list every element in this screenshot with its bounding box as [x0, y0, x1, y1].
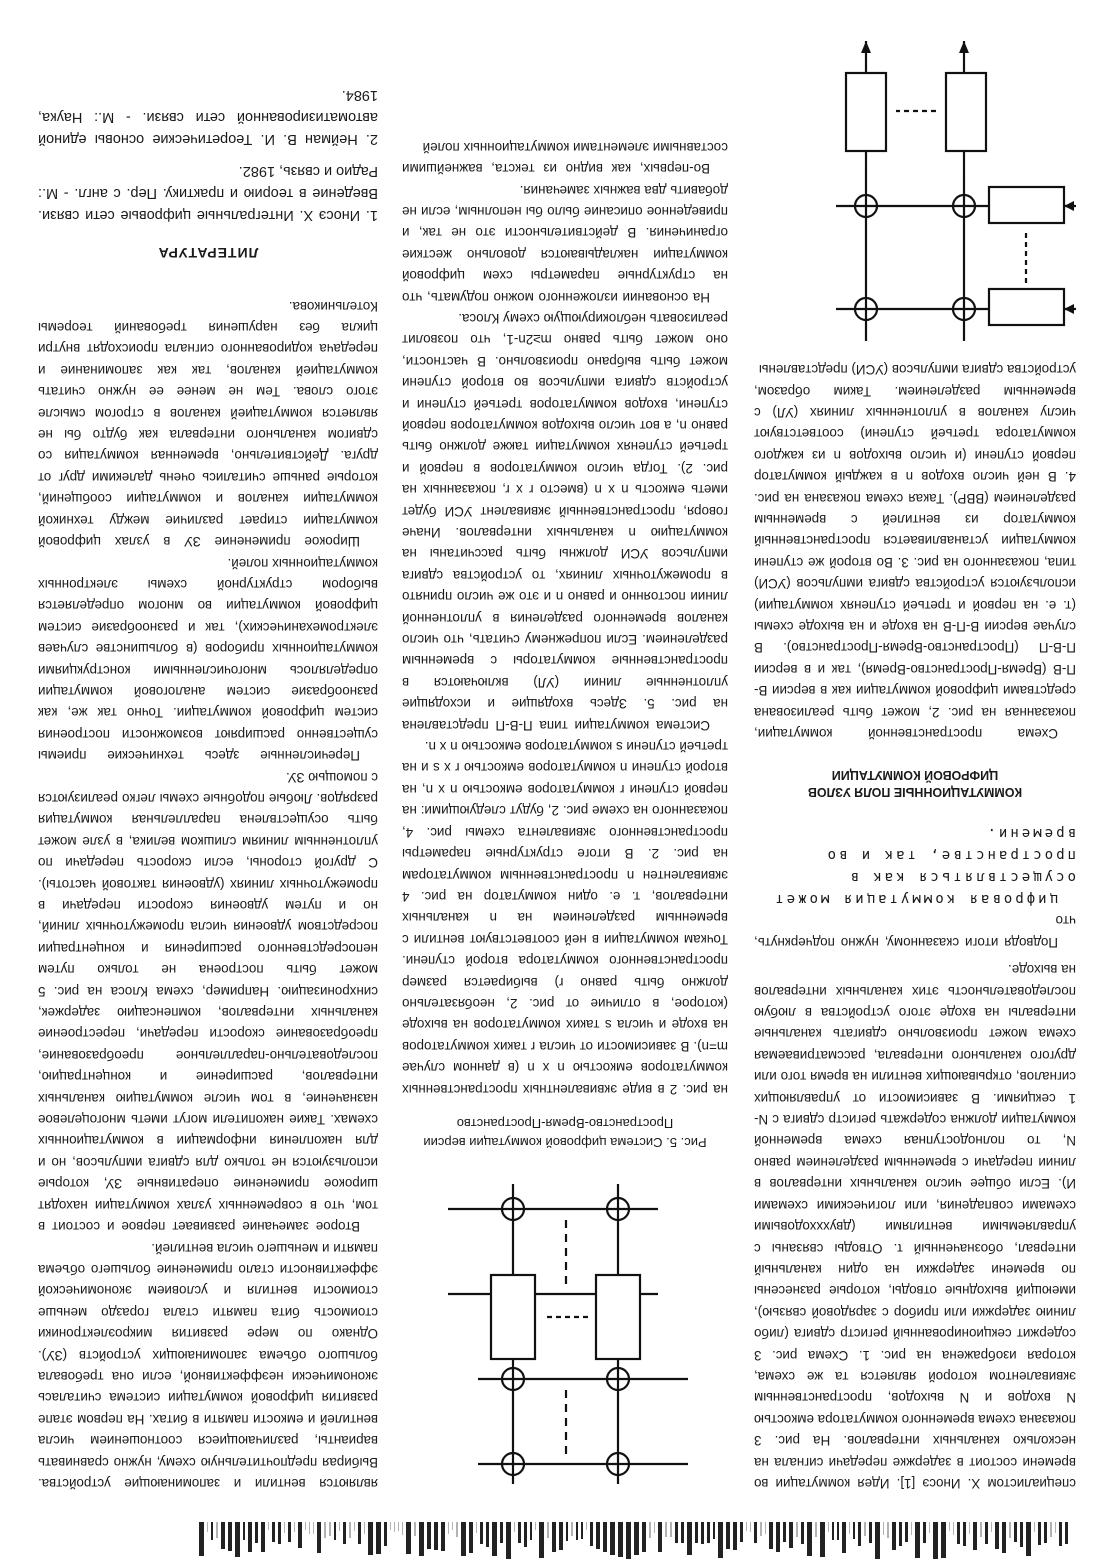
- barcode-bar: [298, 1522, 302, 1548]
- barcode-bar: [687, 1522, 692, 1555]
- barcode-bar: [883, 1522, 884, 1535]
- barcode-bar: [842, 1522, 846, 1553]
- barcode-bar: [500, 1522, 503, 1543]
- barcode-bar: [933, 1522, 938, 1559]
- barcode-bar: [642, 1522, 646, 1552]
- barcode-bar: [858, 1522, 861, 1546]
- barcode-bar: [358, 1522, 361, 1544]
- barcode-bar: [228, 1522, 232, 1551]
- barcode-bar: [963, 1522, 966, 1546]
- barcode-bar: [1034, 1522, 1035, 1532]
- caption-line: Рис. 5. Система цифровой коммутации версии: [423, 1134, 707, 1150]
- barcode-bar: [211, 1522, 213, 1540]
- barcode-bar: [434, 1522, 438, 1550]
- section-heading-line: КОММУТАЦИОННЫЕ ПОЛЯ УЗЛОВ: [807, 785, 1023, 800]
- barcode-bar: [406, 1522, 411, 1554]
- barcode-bar: [796, 1522, 798, 1537]
- barcode-bar: [969, 1522, 970, 1534]
- barcode-bar: [832, 1522, 834, 1540]
- paragraph: Второе замечание развивает первое и состоит в том, что в современных узлах коммутации находят широкое применение оперативные ЗУ, которые используются не только для сдвига импульсов, но и для накопления информации в коммутационных схемах. Такие накопители могут иметь многоцелевое назначение, в том числе коммутацию канальных интервалов, расширение и концентрацию, последовательно-параллельное преобразование, преобразование скорости передачи, перестроение канальных интервалов, компенсацию задержек, синхронизацию. Например, схема Клоса на рис. 5 может быть построена не только путем непосредственного расширения и концентрации посредством удвоения числа промежуточных линий, но и путем удвоения скорости передачи в промежуточных линиях (удвоения тактовой частоты). С другой стороны, если скорость передачи по уплотненным линиям слишком велика, в узле может быть осуществлена параллельная коммутация разрядов. Любые подобные схемы легко реализуются с помощью ЗУ.: [38, 769, 378, 1235]
- barcode-bar: [875, 1522, 880, 1559]
- barcode-bar: [235, 1522, 240, 1557]
- barcode-bar: [746, 1522, 747, 1531]
- paragraph: Система коммутации типа П-В-П представлена на рис. 5. Здесь входящие и исходящие уплотненные линии (УЛ) включаются в пространственные коммутаторы с временным разделением. Если попрежнему считать, что число каналов временного разделения в уплотненной линии постоянно и равно n и это же число принято в промежуточных линиях, то устройства сдвига импульсов УСИ должны быть рассчитаны на коммутацию n канальных интервалов. Иначе говоря, пространственный эквивалент УСИ будет иметь емкость n x n (вместо r x r, показанных на рис. 2). Тогда число коммутаторов в первой и третьей ступенях коммутации также должно быть равно n, а вот число выходов коммутаторов первой ступени, входов коммутаторов третьей ступени и устройств сдвига импульсов во второй ступени может быть выбрано произвольно. В частности, оно может быть равно m≥2n-1, что позволит реализовать неблокирующую схему Клоса.: [402, 310, 728, 733]
- reference-item: 2. Нейман В. И. Теоретические основы единой автоматизированной сети связи. - М.: Наука, 1984.: [38, 86, 378, 147]
- barcode-bar: [769, 1522, 773, 1549]
- barcode-bar: [576, 1522, 578, 1540]
- barcode-bar: [1059, 1522, 1062, 1546]
- barcode-bar: [929, 1522, 930, 1533]
- barcode-bar: [807, 1522, 812, 1556]
- barcode-bar: [305, 1522, 306, 1530]
- barcode-bar: [480, 1522, 483, 1544]
- barcode-bar: [324, 1522, 326, 1538]
- section-heading-line: ЦИФРОВОЙ КОММУТАЦИИ: [831, 768, 999, 783]
- barcode-bar: [294, 1522, 295, 1532]
- barcode-bar: [334, 1522, 336, 1540]
- barcode-bar: [1065, 1522, 1068, 1544]
- paragraph: На основании изложенного можно подумать, что на структурные параметры схем цифровой коммутации накладываются довольно жесткие ограничения. В действительности это не так, и приведенное описание было бы неполным, если не добавить два важных замечания.: [402, 182, 728, 305]
- barcode-bar: [957, 1522, 960, 1544]
- barcode-bar: [448, 1522, 449, 1534]
- barcode-bar: [801, 1522, 804, 1544]
- barcode-bar: [603, 1522, 607, 1552]
- barcode-bar: [349, 1522, 351, 1538]
- reference-item: 1. Иносэ Х. Интегральные цифровые сети связи. Введение в теорию и практику. Пер. с англ. - М.: Радио и связь, 1982.: [38, 162, 378, 223]
- figure-5-caption: [402, 1114, 728, 1152]
- barcode-bar: [427, 1522, 431, 1549]
- barcode-bar: [278, 1522, 281, 1544]
- barcode-bar: [923, 1522, 926, 1543]
- barcode-bar: [329, 1522, 331, 1536]
- barcode-bar: [869, 1522, 872, 1543]
- column-middle: [402, 136, 728, 1494]
- barcode-bar: [713, 1522, 715, 1539]
- paragraph: Подводя итоги сказанному, нужно подчеркнуть, что: [754, 913, 1076, 950]
- barcode-bar: [740, 1522, 743, 1542]
- figure-4-diagram: [754, 11, 1076, 341]
- barcode-bar: [581, 1522, 583, 1539]
- figure-4: [754, 4, 1076, 340]
- barcode-bar: [476, 1522, 477, 1533]
- barcode-bar: [402, 1522, 403, 1535]
- barcode-bar: [535, 1522, 536, 1530]
- barcode-bar: [949, 1522, 950, 1531]
- barcode-bar: [899, 1522, 902, 1546]
- barcode-bar: [309, 1522, 310, 1534]
- barcode-bar: [760, 1522, 762, 1536]
- barcode-bar: [953, 1522, 954, 1535]
- barcode-bar: [1014, 1522, 1017, 1542]
- references-heading: ЛИТЕРАТУРА: [157, 245, 259, 262]
- emphasized-statement: цифровая коммутация может осуществляться как в пространстве, так и во времени.: [772, 825, 1076, 908]
- paragraph: Широкое применение ЗУ в узлах цифровой коммутации стирает различие между техникой коммутации каналов и коммутации сообщений, которые раньше считались очень далекими друг от друга. Действительно, временная коммутация со сдвигом канального интервала как будто бы не является коммутацией каналов в строгом смысле этого слова. Тем не менее ее нужно считать коммутацией каналов, так как запоминание и передача кодированного сигнала происходят внутри цикла без нарушения требований теоремы Котельникова.: [38, 298, 378, 550]
- barcode-bar: [571, 1522, 573, 1536]
- scan-barcode-strip: [28, 1522, 1068, 1560]
- barcode-bar: [618, 1522, 623, 1557]
- figure-5-diagram: [402, 1164, 728, 1494]
- barcode-bar: [518, 1522, 521, 1543]
- column-right: [38, 84, 378, 1494]
- barcode-bar: [707, 1522, 710, 1543]
- barcode-bar: [789, 1522, 793, 1548]
- barcode-bar: [469, 1522, 473, 1553]
- barcode-bar: [1044, 1522, 1047, 1543]
- barcode-bar: [524, 1522, 527, 1547]
- barcode-bar: [776, 1522, 780, 1552]
- barcode-bar: [354, 1522, 355, 1531]
- barcode-bar: [820, 1522, 825, 1557]
- barcode-bar: [783, 1522, 786, 1542]
- barcode-bar: [456, 1522, 458, 1537]
- barcode-bar: [837, 1522, 839, 1540]
- caption-line: Пространство-Время-Пространство: [456, 1115, 674, 1131]
- references-list: [38, 84, 378, 226]
- barcode-bar: [980, 1522, 982, 1537]
- barcode-bar: [313, 1522, 314, 1534]
- barcode-bar: [1020, 1522, 1023, 1547]
- barcode-bar: [339, 1522, 340, 1531]
- barcode-bar: [261, 1522, 265, 1552]
- barcode-bar: [995, 1522, 999, 1549]
- barcode-bar: [915, 1522, 920, 1558]
- barcode-bar: [506, 1522, 511, 1559]
- barcode-bar: [675, 1522, 678, 1543]
- barcode-bar: [288, 1522, 291, 1542]
- barcode-bar: [243, 1522, 245, 1540]
- barcode-bar: [991, 1522, 992, 1532]
- paragraph: Во-первых, как видно из текста, важнейшими составными элементами коммутационных полей: [402, 139, 728, 177]
- barcode-bar: [255, 1522, 258, 1543]
- barcode-bar: [530, 1522, 532, 1540]
- barcode-bar: [718, 1522, 723, 1558]
- barcode-bar: [586, 1522, 587, 1530]
- barcode-bar: [384, 1522, 387, 1546]
- barcode-bar: [216, 1522, 218, 1538]
- barcode-bar: [514, 1522, 515, 1532]
- barcode-bar: [649, 1522, 651, 1538]
- column-left: [754, 4, 1076, 1494]
- barcode-bar: [610, 1522, 615, 1555]
- barcode-bar: [658, 1522, 662, 1552]
- barcode-bar: [368, 1522, 373, 1555]
- barcode-bar: [911, 1522, 912, 1535]
- barcode-bar: [815, 1522, 817, 1537]
- barcode-bar: [441, 1522, 445, 1551]
- barcode-bar: [207, 1522, 208, 1532]
- paragraph: являются вентили и запоминающие устройства. Выбирая предпочтительную схему, нужно сравнивать варианты, различающиеся соотношением числа вентилей и емкости памяти в битах. На первом этапе развития цифровой коммутации система считалась экономически неэффективной, если она требовала большого объема запоминающих устройств (ЗУ). Однако по мере развития микроэлектроники стоимость бита памяти стала гораздо меньше стоимости вентиля и условием экономической эффективности стало применение большего объема памяти и меньшего числа вентилей.: [38, 1240, 378, 1491]
- barcode-bar: [552, 1522, 556, 1552]
- barcode-bar: [284, 1522, 285, 1533]
- barcode-bar: [892, 1522, 896, 1550]
- paragraph: Схема пространственной коммутации, показанная на рис. 2, может быть реализована средствами цифровой коммутации как в версии В-П-В (Время-Пространство-Время), так и в версии П-В-П (Пространство-Время-Пространство). В случае версии В-П-В на входе и на выходе схемы (т. е. на первой и третьей ступенях коммутации) используются устройства сдвига импульсов (УСИ) типа, показанного на рис. 3. Во второй же ступени коммутации устанавливается пространственный коммутатор из вентилей с временным разделением (ВВР). Такая схема показана на рис. 4. В ней число входов n в каждый коммутатор первой ступени (и число выходов n из каждого коммутатора третьей ступени) соответствуют числу каналов в уплотненных линиях (УЛ) с временным разделением. Таким образом, устройства сдвига импульсов (УСИ) представлены: [754, 362, 1076, 742]
- barcode-bar: [985, 1522, 988, 1544]
- barcode-bar: [1009, 1522, 1011, 1538]
- barcode-bar: [248, 1522, 252, 1552]
- barcode-bar: [317, 1522, 321, 1553]
- barcode-bar: [364, 1522, 365, 1534]
- barcode-bar: [419, 1522, 424, 1556]
- barcode-bar: [566, 1522, 568, 1541]
- section-heading: [754, 766, 1076, 800]
- barcode-bar: [1002, 1522, 1006, 1553]
- barcode-bar: [905, 1522, 908, 1542]
- barcode-bar: [394, 1522, 395, 1532]
- barcode-bar: [590, 1522, 593, 1546]
- barcode-bar: [1050, 1522, 1052, 1537]
- barcode-bar: [486, 1522, 489, 1547]
- barcode-bar: [268, 1522, 269, 1530]
- barcode-bar: [559, 1522, 563, 1550]
- barcode-bar: [849, 1522, 850, 1534]
- barcode-bar: [547, 1522, 549, 1538]
- barcode-bar: [726, 1522, 730, 1549]
- barcode-bar: [733, 1522, 737, 1550]
- barcode-bar: [765, 1522, 766, 1534]
- barcode-bar: [376, 1522, 381, 1554]
- barcode-bar: [461, 1522, 466, 1556]
- barcode-bar: [414, 1522, 416, 1536]
- barcode-bar: [199, 1522, 204, 1556]
- barcode-bar: [492, 1522, 497, 1556]
- barcode-bar: [887, 1522, 889, 1538]
- paragraph: специалистом Х. Иносэ [1]. Идея коммутации во времени состоит в задержке передачи сигнала на несколько канальных интервалов. На рис. 3 показана схема временного коммутатора емкостью N входов и N выходов, пространственным эквивалентом которой является та же схема, которая изображена на рис. 1. Схема рис. 3 содержит секционированный регистр сдвига (либо линию задержки или прибор с зарядовой связью), имеющий выходные отводы, которые разнесены по времени задержки на один канальный интервал, обозначенный τ. Отводы связаны с управляемыми вентилями (двуххходовыми схемами совпадения, или логическими схемами И). Если общее число канальных интервалов в линии передачи с временным разделением равно N, то полнодоступная схема временной коммутации должна содержать регистр сдвига с N-1 секциями. В зависимости от управляющих сигналов, открывающих вентили на время того или другого канального интервала, рассматриваемая схема может произвольно сдвигать канальные интервалы на входе этого устройства в любую последовательность этих канальных интервалов на выходе.: [754, 962, 1076, 1491]
- barcode-bar: [695, 1522, 698, 1543]
- barcode-bar: [634, 1522, 639, 1555]
- barcode-bar: [221, 1522, 225, 1549]
- barcode-bar: [1026, 1522, 1031, 1556]
- barcode-bar: [452, 1522, 453, 1530]
- barcode-bar: [272, 1522, 275, 1542]
- barcode-bar: [596, 1522, 600, 1549]
- barcode-bar: [701, 1522, 704, 1544]
- paragraph: на рис. 2 в виде эквивалентных пространственных коммутаторов емкостью n x n (в данном случае m=n). В зависимости от числа r таких коммутаторов на входе и числа s таких коммутаторов на выходе (которое, в отличие от рис. 2, необязательно должно быть равно r) выбирается размер пространственного коммутатора второй ступени. Точкам коммутации в ней соответствуют вентили с временным разделением на n канальных интервалов, т. е. один коммутатор на рис. 4 эквивалентен n пространственным коммутаторам на рис. 2. В итоге структурные параметры пространственного эквивалента схемы рис. 4, показанного на схеме рис. 2, будут следующими: на первой ступени r коммутаторов емкостью n x n, на второй ступени n коммутаторов емкостью r x s и на третьей ступени s коммутаторов емкостью n x n.: [402, 739, 728, 1097]
- barcode-bar: [665, 1522, 667, 1537]
- barcode-bar: [941, 1522, 946, 1558]
- barcode-bar: [390, 1522, 391, 1530]
- barcode-bar: [398, 1522, 399, 1531]
- barcode-bar: [973, 1522, 977, 1550]
- barcode-bar: [654, 1522, 655, 1533]
- barcode-bar: [864, 1522, 866, 1536]
- barcode-bar: [681, 1522, 684, 1543]
- barcode-bar: [754, 1522, 757, 1543]
- barcode-bar: [1038, 1522, 1041, 1545]
- figure-5: [402, 1114, 728, 1494]
- paragraph: Перечисленные здесь технические приемы существенно расширяют возможности построения систем цифровой коммутации. Точно так же, как разнообразие систем аналоговой коммутации определялось многочисленными конструкциями коммутационных приборов (в большинстве случаев электромеханических), так и разнообразие систем цифровой коммутации во многом определяется выбором структурной схемы электронных коммутационных полей.: [38, 555, 378, 764]
- barcode-bar: [539, 1522, 544, 1558]
- barcode-bar: [1055, 1522, 1056, 1533]
- barcode-bar: [626, 1522, 631, 1559]
- barcode-bar: [853, 1522, 855, 1539]
- barcode-bar: [750, 1522, 751, 1532]
- barcode-bar: [670, 1522, 672, 1537]
- barcode-bar: [828, 1522, 829, 1532]
- barcode-bar: [343, 1522, 346, 1544]
